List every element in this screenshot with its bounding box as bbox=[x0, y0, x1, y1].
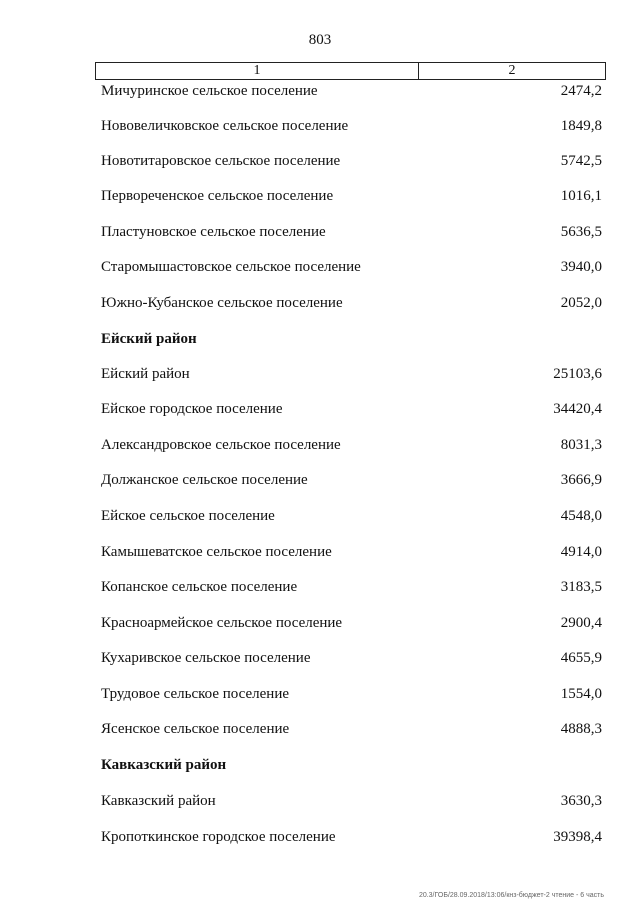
section-heading-label: Ейский район bbox=[101, 331, 197, 347]
table-row bbox=[0, 508, 640, 532]
footer-note: 20.3/ГОБ/28.09.2018/13:06/кнз-бюджет-2 чтение - 6 часть bbox=[418, 892, 604, 899]
table-row bbox=[0, 579, 640, 603]
row-value: 4655,9 bbox=[560, 650, 602, 666]
page-number: 803 bbox=[308, 32, 332, 48]
row-value: 4548,0 bbox=[560, 508, 602, 524]
row-name: Кухаривское сельское поселение bbox=[101, 650, 311, 666]
table-row bbox=[0, 118, 640, 142]
table-row bbox=[0, 366, 640, 390]
table-row bbox=[0, 721, 640, 745]
row-value: 1849,8 bbox=[560, 118, 602, 134]
row-name: Новотитаровское сельское поселение bbox=[101, 153, 341, 169]
row-value: 1554,0 bbox=[560, 686, 602, 702]
row-name: Ейское городское поселение bbox=[101, 401, 283, 417]
table-row bbox=[0, 153, 640, 177]
row-name: Нововеличковское сельское поселение bbox=[101, 118, 349, 134]
row-name: Кавказский район bbox=[101, 793, 216, 809]
row-value: 39398,4 bbox=[553, 829, 602, 845]
row-value: 34420,4 bbox=[553, 401, 602, 417]
table-row bbox=[0, 188, 640, 212]
row-name: Красноармейское сельское поселение bbox=[101, 615, 343, 631]
table-row bbox=[0, 829, 640, 853]
table-row bbox=[0, 650, 640, 674]
row-name: Копанское сельское поселение bbox=[101, 579, 298, 595]
table-row bbox=[0, 401, 640, 425]
row-name: Первореченское сельское поселение bbox=[101, 188, 334, 204]
row-value: 1016,1 bbox=[560, 188, 602, 204]
row-value: 3666,9 bbox=[560, 472, 602, 488]
row-value: 5636,5 bbox=[560, 224, 602, 240]
row-value: 2900,4 bbox=[560, 615, 602, 631]
row-name: Александровское сельское поселение bbox=[101, 437, 341, 453]
row-value: 8031,3 bbox=[560, 437, 602, 453]
section-heading-label: Кавказский район bbox=[101, 757, 227, 773]
table-row bbox=[0, 615, 640, 639]
row-value: 2474,2 bbox=[560, 83, 602, 99]
row-name: Трудовое сельское поселение bbox=[101, 686, 290, 702]
table-header bbox=[95, 62, 606, 80]
row-value: 4914,0 bbox=[560, 544, 602, 560]
section-heading bbox=[0, 331, 640, 355]
table-row bbox=[0, 83, 640, 107]
row-value: 3183,5 bbox=[560, 579, 602, 595]
table-row bbox=[0, 224, 640, 248]
row-name: Пластуновское сельское поселение bbox=[101, 224, 326, 240]
header-col-1: 1 bbox=[96, 63, 419, 79]
row-name: Старомышастовское сельское поселение bbox=[101, 259, 361, 275]
table-row bbox=[0, 259, 640, 283]
table-row bbox=[0, 472, 640, 496]
row-value: 3940,0 bbox=[560, 259, 602, 275]
table-row bbox=[0, 793, 640, 817]
table-row bbox=[0, 437, 640, 461]
table-row bbox=[0, 686, 640, 710]
row-name: Южно-Кубанское сельское поселение bbox=[101, 295, 343, 311]
table-row bbox=[0, 544, 640, 568]
section-heading bbox=[0, 757, 640, 781]
row-name: Ейское сельское поселение bbox=[101, 508, 275, 524]
row-value: 3630,3 bbox=[560, 793, 602, 809]
row-value: 25103,6 bbox=[553, 366, 602, 382]
row-name: Мичуринское сельское поселение bbox=[101, 83, 318, 99]
row-value: 2052,0 bbox=[560, 295, 602, 311]
row-value: 5742,5 bbox=[560, 153, 602, 169]
row-value: 4888,3 bbox=[560, 721, 602, 737]
table-row bbox=[0, 295, 640, 319]
row-name: Кропоткинское городское поселение bbox=[101, 829, 336, 845]
row-name: Ясенское сельское поселение bbox=[101, 721, 290, 737]
row-name: Камышеватское сельское поселение bbox=[101, 544, 332, 560]
row-name: Должанское сельское поселение bbox=[101, 472, 308, 488]
header-col-2: 2 bbox=[508, 63, 516, 78]
row-name: Ейский район bbox=[101, 366, 190, 382]
